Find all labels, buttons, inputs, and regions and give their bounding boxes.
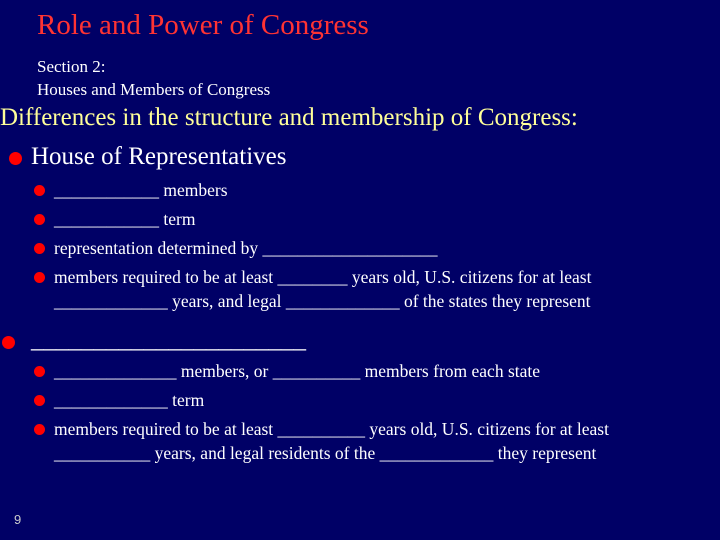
house-label: House of Representatives <box>31 143 287 170</box>
house-item-requirements-line1: members required to be at least ________ years old, U.S. citizens for at least <box>54 267 592 287</box>
bullet-icon <box>2 336 15 349</box>
subtitle-line-2: Houses and Members of Congress <box>37 80 271 99</box>
house-item-members: ____________ members <box>54 180 228 200</box>
senate-item-term: _____________ term <box>54 390 205 410</box>
bullet-icon <box>9 152 22 165</box>
house-item-representation: representation determined by ____________________ <box>54 238 438 258</box>
slide-subtitle <box>37 55 270 101</box>
bullet-icon <box>34 185 45 196</box>
bullet-icon <box>34 366 45 377</box>
bullet-icon <box>34 395 45 406</box>
senate-item-requirements-line2: ___________ years, and legal residents of the _____________ they represent <box>54 443 597 463</box>
slide-title: Role and Power of Congress <box>37 9 369 41</box>
senate-label: ______________________ <box>31 326 306 353</box>
section-heading: Differences in the structure and membership of Congress: <box>0 104 578 131</box>
senate-item-members: ______________ members, or __________ members from each state <box>54 361 541 381</box>
page-number: 9 <box>14 512 22 527</box>
house-item-term: ____________ term <box>54 209 196 229</box>
bullet-icon <box>34 214 45 225</box>
subtitle-line-1: Section 2: <box>37 57 106 76</box>
bullet-icon <box>34 272 45 283</box>
house-item-requirements-line2: _____________ years, and legal _____________ of the states they represent <box>54 291 591 311</box>
bullet-icon <box>34 424 45 435</box>
senate-item-requirements-line1: members required to be at least __________ years old, U.S. citizens for at least <box>54 419 609 439</box>
bullet-icon <box>34 243 45 254</box>
